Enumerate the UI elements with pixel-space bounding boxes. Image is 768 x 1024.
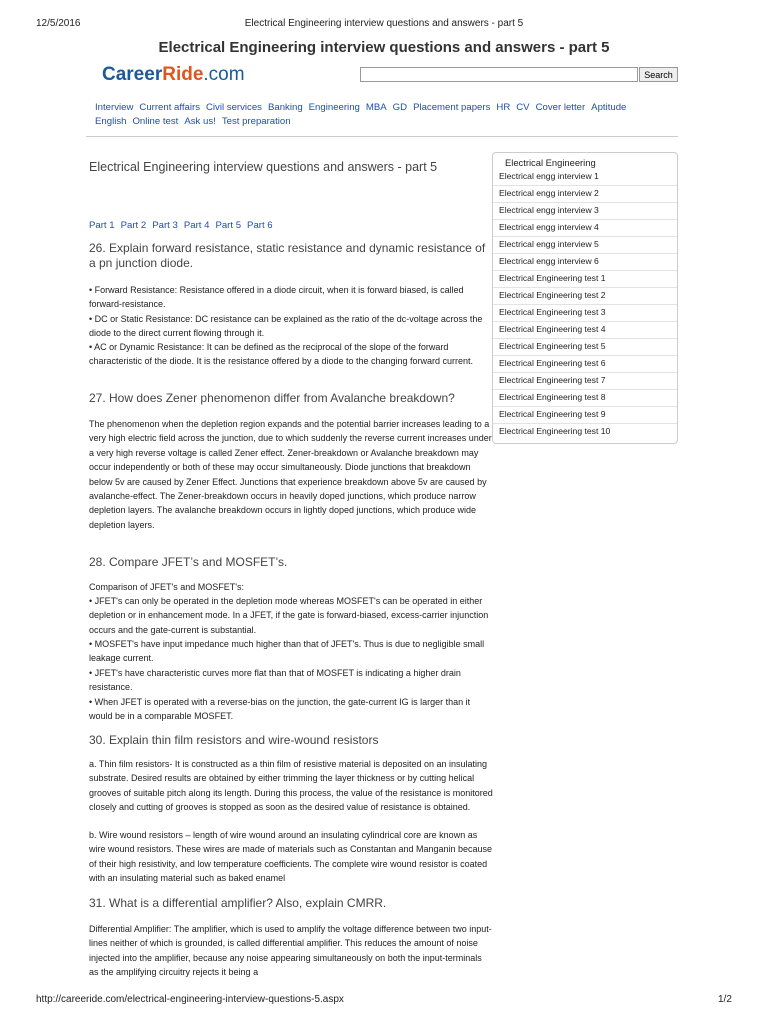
question-heading: 31. What is a differential amplifier? Also, explain CMRR. bbox=[89, 896, 387, 910]
header-divider bbox=[86, 136, 678, 137]
part-link-6[interactable]: Part 6 bbox=[247, 220, 273, 231]
sidebar-link[interactable]: Electrical Engineering test 9 bbox=[499, 409, 606, 419]
nav-link-civil-services[interactable]: Civil services bbox=[206, 102, 262, 113]
divider bbox=[493, 185, 677, 186]
sidebar-link[interactable]: Electrical engg interview 1 bbox=[499, 171, 599, 181]
logo-ride: Ride bbox=[162, 64, 204, 85]
answer-paragraph: Differential Amplifier: The amplifier, which is used to amplify the voltage difference between two input-lines neither of which is grounded, is called differential amplifier. This reduces the amount of noise injected into the amplifier, because any noise appearing simultaneously on both the input-terminals as the amplifying circuitry rejects it being a bbox=[89, 924, 492, 978]
answer-paragraph: a. Thin film resistors- It is constructed as a thin film of resistive material is deposited on an insulating substrate. Desired results are obtained by either trimming the layer thickness or by cutting helical grooves of suitable pitch along its length. During this process, the value of the resistance is monitored closely and cutting of grooves is stopped as soon as the desired value of resistance is obtained. bbox=[89, 759, 493, 813]
nav-link-mba[interactable]: MBA bbox=[365, 102, 387, 113]
divider bbox=[493, 287, 677, 288]
question-heading: 30. Explain thin film resistors and wire-wound resistors bbox=[89, 733, 379, 747]
nav-link-cv[interactable]: CV bbox=[516, 102, 530, 113]
sidebar-link[interactable]: Electrical Engineering test 2 bbox=[499, 290, 606, 300]
sidebar-link[interactable]: Electrical engg interview 4 bbox=[499, 222, 599, 232]
print-header-title: Electrical Engineering interview questions and answers - part 5 bbox=[244, 18, 524, 29]
sidebar-link[interactable]: Electrical Engineering test 6 bbox=[499, 358, 606, 368]
answer-paragraph: The phenomenon when the depletion region expands and the potential barrier increases leading to a very high electric field across the junction, due to which suddenly the reverse current increases under a very high reverse voltage is called Zener effect. Zener-breakdown or Avalanche breakdown may occur independently or both of these may occur simultaneously. Diode junctions that breakdown below 5v are caused by Zener Effect. Junctions that experience breakdown above 5v are caused by avalanche-effect. The Zener-breakdown occurs in heavily doped junctions, which produce narrow depletion layers. The avalanche breakdown occurs in lightly doped junctions, which produce wide depletion layers. bbox=[89, 419, 492, 530]
print-page-number: 1/2 bbox=[718, 994, 732, 1005]
nav-link-current-affairs[interactable]: Current affairs bbox=[139, 102, 200, 113]
divider bbox=[493, 270, 677, 271]
question-heading: 27. How does Zener phenomenon differ from Avalanche breakdown? bbox=[89, 391, 455, 405]
search-button[interactable]: Search bbox=[639, 67, 678, 82]
nav-row-2 bbox=[95, 116, 297, 127]
logo-dotcom: .com bbox=[203, 64, 245, 85]
divider bbox=[493, 236, 677, 237]
divider bbox=[493, 253, 677, 254]
question-heading: 28. Compare JFET’s and MOSFET’s. bbox=[89, 555, 288, 569]
part-link-4[interactable]: Part 4 bbox=[183, 220, 210, 231]
nav-link-english[interactable]: English bbox=[95, 116, 127, 127]
answer-paragraph: • AC or Dynamic Resistance: It can be defined as the reciprocal of the slope of the forward characteristic of the diode. It is the resistance offered by a diode to the changing forward current. bbox=[89, 342, 474, 367]
content-title: Electrical Engineering interview questions and answers - part 5 bbox=[89, 160, 438, 174]
page-title: Electrical Engineering interview questions and answers - part 5 bbox=[158, 39, 610, 56]
divider bbox=[493, 406, 677, 407]
nav-link-engineering[interactable]: Engineering bbox=[308, 102, 360, 113]
part-link-3[interactable]: Part 3 bbox=[152, 220, 178, 231]
divider bbox=[493, 389, 677, 390]
nav-link-placement-papers[interactable]: Placement papers bbox=[413, 102, 491, 113]
sidebar-link[interactable]: Electrical Engineering test 5 bbox=[499, 341, 606, 351]
sidebar-link[interactable]: Electrical engg interview 3 bbox=[499, 205, 599, 215]
sidebar-link[interactable]: Electrical Engineering test 1 bbox=[499, 273, 606, 283]
divider bbox=[493, 219, 677, 220]
sidebar-link[interactable]: Electrical engg interview 5 bbox=[499, 239, 599, 249]
sidebar-link[interactable]: Electrical engg interview 2 bbox=[499, 188, 599, 198]
divider bbox=[493, 321, 677, 322]
nav-link-test-preparation[interactable]: Test preparation bbox=[221, 116, 291, 127]
sidebar-link[interactable]: Electrical Engineering test 8 bbox=[499, 392, 606, 402]
nav-link-aptitude[interactable]: Aptitude bbox=[591, 102, 627, 113]
answer-paragraph: • Forward Resistance: Resistance offered in a diode circuit, when it is forward biased, is called forward-resistance. bbox=[89, 285, 464, 310]
logo-career: Career bbox=[102, 64, 163, 85]
sidebar-link[interactable]: Electrical Engineering test 10 bbox=[499, 426, 611, 436]
careeride-logo[interactable] bbox=[102, 64, 245, 86]
part-links bbox=[89, 220, 279, 231]
divider bbox=[493, 355, 677, 356]
part-link-5[interactable]: Part 5 bbox=[215, 220, 242, 231]
divider bbox=[493, 423, 677, 424]
nav-link-banking[interactable]: Banking bbox=[267, 102, 303, 113]
sidebar-link[interactable]: Electrical Engineering test 4 bbox=[499, 324, 606, 334]
nav-row-1 bbox=[95, 102, 632, 113]
search-input[interactable] bbox=[360, 67, 638, 82]
answer-paragraph: • When JFET is operated with a reverse-bias on the junction, the gate-current IG is larger than it would be in a comparable MOSFET. bbox=[89, 697, 471, 722]
nav-link-gd[interactable]: GD bbox=[392, 102, 408, 113]
question-heading: 26. Explain forward resistance, static resistance and dynamic resistance of a pn junction diode. bbox=[89, 241, 486, 270]
sidebar-title: Electrical Engineering bbox=[505, 157, 596, 168]
answer-paragraph: • DC or Static Resistance: DC resistance can be explained as the ratio of the dc-voltage across the diode to the direct current flowing through it. bbox=[89, 314, 483, 339]
answer-paragraph: b. Wire wound resistors – length of wire wound around an insulating cylindrical core are known as wire wound resistors. These wires are made of materials such as Constantan and Manganin because of their high resistivity, and low temperature coefficients. The complete wire wound resistor is coated with an insulating material such as baked enamel bbox=[89, 830, 493, 884]
answer-paragraph: • JFET's can only be operated in the depletion mode whereas MOSFET's can be operated in either depletion or in enhancement mode. In a JFET, if the gate is forward-biased, excess-carrier injunction occurs and the gate-current is substantial. bbox=[89, 596, 489, 635]
nav-link-online-test[interactable]: Online test bbox=[132, 116, 179, 127]
divider bbox=[493, 372, 677, 373]
divider bbox=[493, 202, 677, 203]
part-link-1[interactable]: Part 1 bbox=[89, 220, 115, 231]
divider bbox=[493, 338, 677, 339]
nav-link-ask-us[interactable]: Ask us! bbox=[184, 116, 216, 127]
divider bbox=[493, 304, 677, 305]
nav-link-hr[interactable]: HR bbox=[496, 102, 511, 113]
print-footer-url: http://careeride.com/electrical-engineering-interview-questions-5.aspx bbox=[36, 994, 344, 1005]
nav-link-cover-letter[interactable]: Cover letter bbox=[535, 102, 586, 113]
answer-paragraph: • JFET's have characteristic curves more flat than that of MOSFET is indicating a higher drain resistance. bbox=[89, 668, 461, 693]
nav-link-interview[interactable]: Interview bbox=[95, 102, 134, 113]
part-link-2[interactable]: Part 2 bbox=[120, 220, 147, 231]
answer-paragraph: Comparison of JFET's and MOSFET's: bbox=[89, 582, 244, 592]
sidebar-link[interactable]: Electrical Engineering test 3 bbox=[499, 307, 606, 317]
sidebar-electrical-engineering bbox=[492, 152, 678, 444]
print-date: 12/5/2016 bbox=[36, 18, 81, 29]
sidebar-link[interactable]: Electrical Engineering test 7 bbox=[499, 375, 606, 385]
answer-paragraph: • MOSFET's have input impedance much higher than that of JFET's. Thus is due to negligible small leakage current. bbox=[89, 639, 485, 664]
sidebar-link[interactable]: Electrical engg interview 6 bbox=[499, 256, 599, 266]
